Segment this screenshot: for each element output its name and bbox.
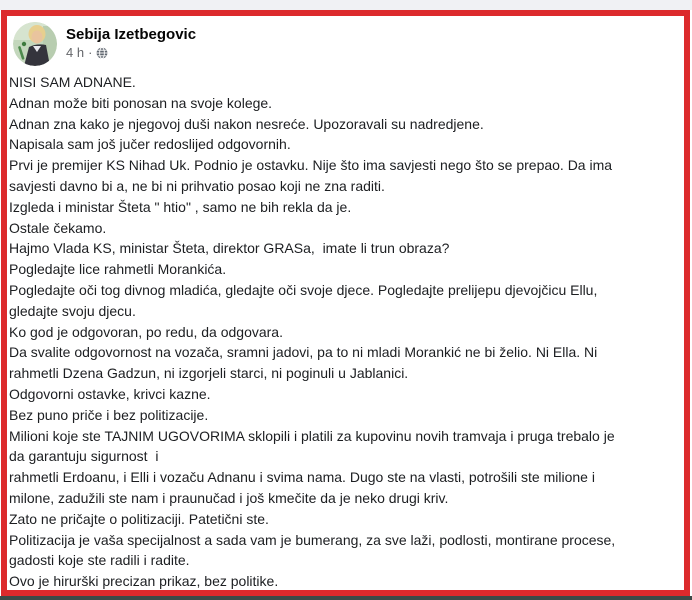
post-line: Izgleda i ministar Šteta " htio" , samo ne bih rekla da je.: [9, 198, 352, 215]
post-line: NISI SAM ADNANE.: [9, 74, 136, 90]
post-line: Politizacija je vaša specijalnost a sada vam je bumerang, za sve laži, podlosti, montirane procese,: [9, 531, 616, 548]
post-line: Pogledajte oči tog divnog mladića, gledajte oči svoje djece. Pogledajte prelijepu djevojčicu Ellu,: [9, 281, 598, 298]
author-name[interactable]: Sebija Izetbegovic: [66, 26, 197, 43]
post-body: [9, 72, 684, 592]
post-line: Pogledajte lice rahmetli Morankića.: [9, 261, 227, 278]
avatar-image: [13, 22, 57, 66]
post-line: Adnan može biti ponosan na svoje kolege.: [9, 94, 273, 111]
post-header: [13, 22, 684, 70]
avatar[interactable]: [13, 22, 57, 66]
post-line: rahmetli Erdoanu, i Elli i vozaču Adnanu i svima nama. Dugo ste na vlasti, potrošili ste milione i: [9, 469, 595, 486]
post-line: Napisala sam još jučer redoslijed odgovornih.: [9, 136, 291, 153]
post-line: gadosti koje ste radili i radite.: [9, 552, 190, 569]
post-line: Milioni koje ste TAJNIM UGOVORIMA sklopili i platili za kupovinu novih tramvaja i pruga trebalo je: [9, 427, 615, 444]
page-margin-top: [0, 0, 692, 10]
post-header-text: [66, 22, 196, 61]
post-line: Odgovorni ostavke, krivci kazne.: [9, 385, 211, 402]
timestamp[interactable]: 4 h: [66, 45, 85, 60]
post-line: Ovo je hirurški precizan prikaz, bez politike.: [9, 573, 279, 590]
post-meta: [66, 44, 196, 61]
post-line: savjesti davno bi a, ne bi ni prihvatio posao koji ne zna raditi.: [9, 177, 385, 194]
post-line: da garantuju sigurnost i: [9, 448, 159, 465]
post-line: Hajmo Vlada KS, ministar Šteta, direktor GRASa, imate li trun obraza?: [9, 240, 450, 257]
page-margin-bottom: [0, 596, 692, 600]
meta-separator: ·: [88, 45, 93, 60]
post-line: Da svalite odgovornost na vozača, sramni jadovi, pa to ni mladi Morankić ne bi želio. Ni Ella. Ni: [9, 344, 598, 361]
post-line: gledajte svoju djecu.: [9, 302, 136, 319]
post-line: Bez puno priče i bez politizacije.: [9, 406, 209, 423]
post-line: Zato ne pričajte o politizaciji. Patetični ste.: [9, 510, 269, 527]
post-line: Prvi je premijer KS Nihad Uk. Podnio je ostavku. Nije što ima savjesti nego što se prepao. Da ima: [9, 157, 613, 174]
post-line: Adnan zna kako je njegovoj duši nakon nesreće. Upozoravali su nadredjene.: [9, 115, 484, 132]
post-line: Ostale čekamo.: [9, 219, 107, 236]
post-line: milone, zadužili ste nam i praunučad i još kmečite da je neko drugi kriv.: [9, 489, 449, 506]
globe-icon: [96, 47, 108, 59]
post-line: Ko god je odgovoran, po redu, da odgovara.: [9, 323, 283, 340]
post-frame: [1, 10, 690, 596]
post-line: rahmetli Dzena Gadzun, ni izgorjeli starci, ni poginuli u Jablanici.: [9, 365, 409, 382]
